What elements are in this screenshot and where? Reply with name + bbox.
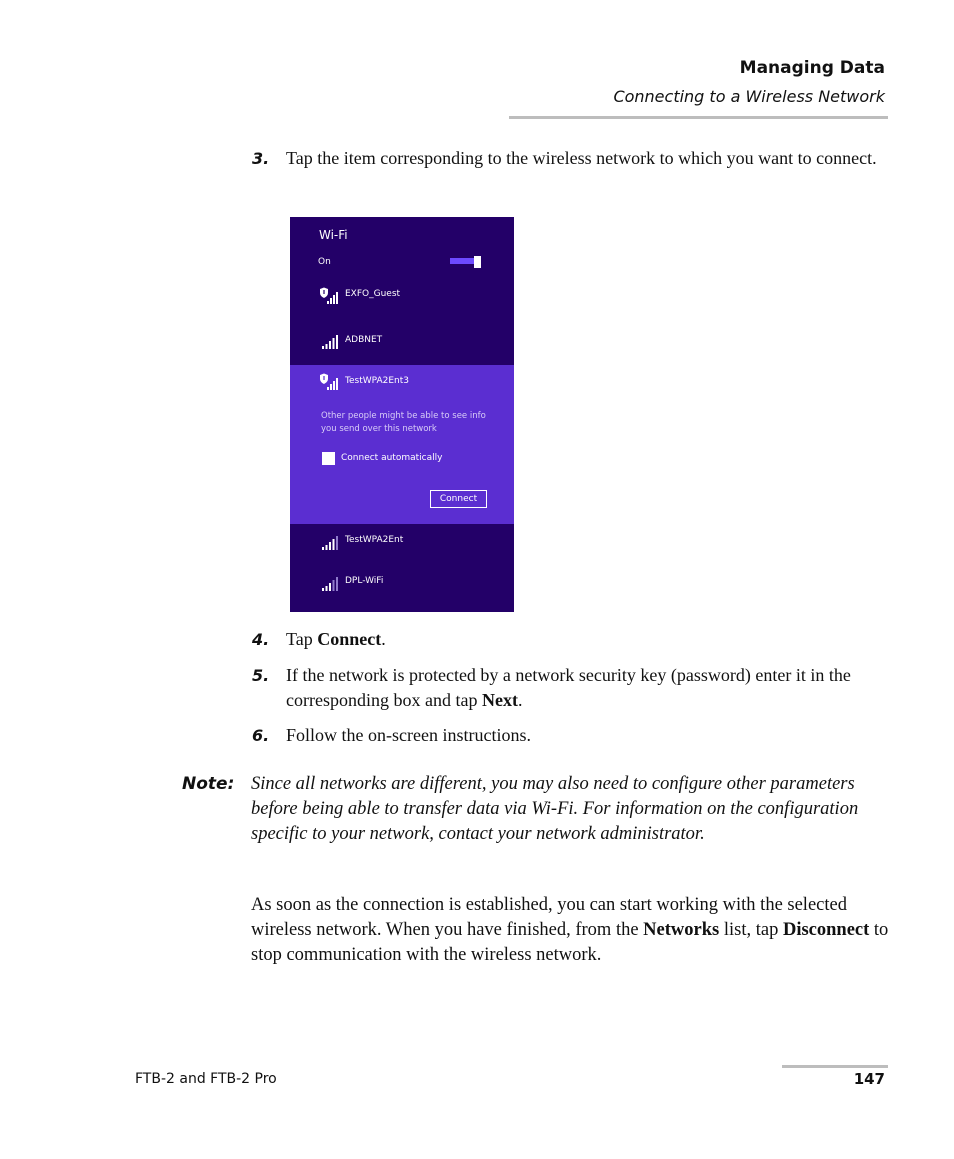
- note-label: Note:: [182, 774, 235, 794]
- wifi-panel-screenshot: [290, 217, 514, 612]
- page-number: 147: [853, 1070, 885, 1088]
- section-title: Connecting to a Wireless Network: [613, 87, 885, 106]
- step-number-4: 4.: [252, 630, 270, 649]
- wifi-panel-title: Wi-Fi: [319, 228, 348, 242]
- footer-product-name: FTB-2 and FTB-2 Pro: [135, 1071, 277, 1087]
- step-text-4: Tap Connect.: [286, 629, 386, 649]
- wifi-toggle-track: [450, 258, 474, 264]
- header-rule: [509, 116, 888, 119]
- step-text-6: Follow the on-screen instructions.: [286, 725, 531, 745]
- wifi-signal-icon: [321, 334, 339, 354]
- wifi-signal-icon: [321, 576, 339, 596]
- wifi-shield-signal-icon: [319, 373, 339, 397]
- closing-paragraph: As soon as the connection is established, you can start working with the selected wireless network. When you have finished, from the Networks list, tap Disconnect to stop communication with the wireless network.: [251, 895, 889, 965]
- wifi-toggle-knob: [474, 256, 481, 268]
- note-text: Since all networks are different, you may also need to configure other parameters before being able to transfer data via Wi-Fi. For information on the configuration specific to your network, contact your network administrator.: [251, 774, 859, 844]
- wifi-shield-signal-icon: [319, 287, 339, 311]
- step-number-3: 3.: [252, 149, 270, 168]
- connect-automatically-label: Connect automatically: [341, 453, 443, 463]
- network-item-dpl-wifi[interactable]: DPL-WiFi: [345, 576, 384, 586]
- wifi-signal-icon: [321, 535, 339, 555]
- chapter-title: Managing Data: [739, 58, 885, 78]
- connect-button[interactable]: Connect: [430, 490, 487, 508]
- wifi-status-label: On: [318, 257, 331, 267]
- network-item-exfo-guest[interactable]: EXFO_Guest: [345, 289, 401, 299]
- network-item-testwpa2ent3[interactable]: TestWPA2Ent3: [345, 376, 410, 386]
- network-item-adbnet[interactable]: ADBNET: [345, 335, 383, 345]
- step-number-6: 6.: [252, 726, 270, 745]
- security-warning-text: Other people might be able to see info you send over this network: [321, 411, 486, 434]
- network-item-testwpa2ent[interactable]: TestWPA2Ent: [345, 535, 404, 545]
- step-text-5: If the network is protected by a network security key (password) enter it in the corresponding box and tap Next.: [286, 665, 851, 710]
- footer-rule: [782, 1065, 888, 1068]
- step-number-5: 5.: [252, 666, 270, 685]
- step-text-3: Tap the item corresponding to the wireless network to which you want to connect.: [286, 148, 877, 168]
- connect-automatically-checkbox[interactable]: [322, 452, 335, 465]
- wifi-toggle[interactable]: [450, 256, 482, 266]
